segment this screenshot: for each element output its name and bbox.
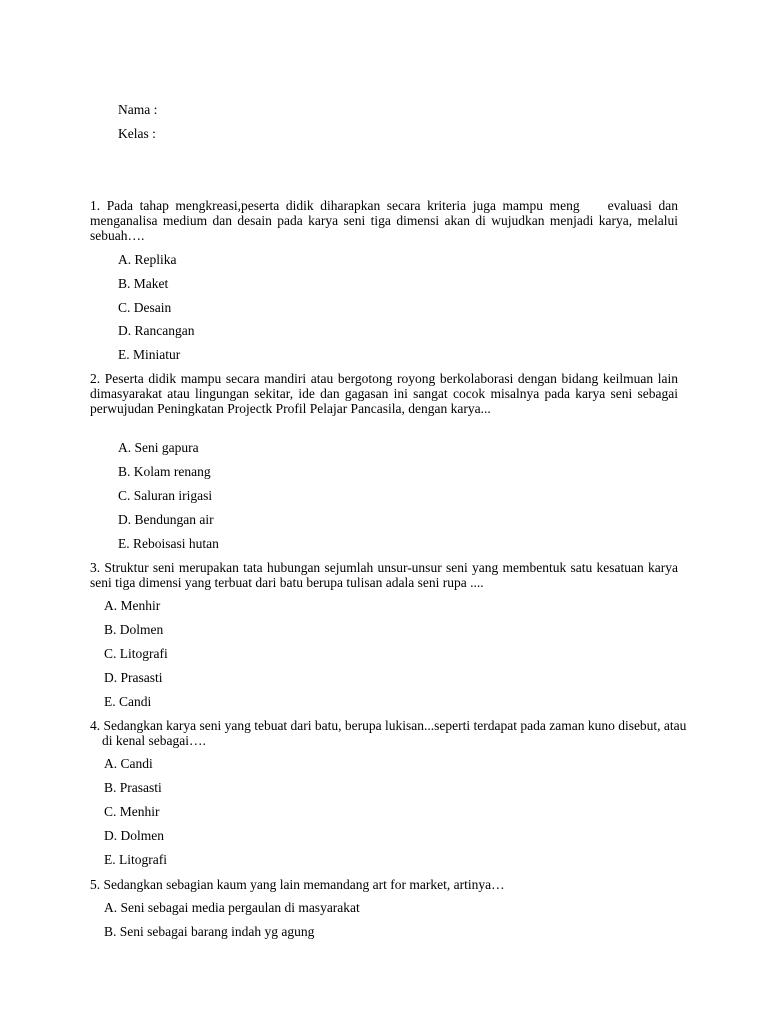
question-1-option-d: D. Rancangan (118, 323, 195, 338)
nama-label: Nama : (118, 102, 158, 117)
question-1-option-e: E. Miniatur (118, 347, 181, 362)
question-4-option-d: D. Dolmen (104, 828, 164, 843)
question-5-option-b: B. Seni sebagai barang indah yg agung (104, 924, 315, 939)
question-2-option-a: A. Seni gapura (118, 440, 199, 455)
question-4-option-e: E. Litografi (104, 852, 167, 867)
question-2: 2. Peserta didik mampu secara mandiri atau bergotong royong berkolaborasi dengan bidang keilmuan lain dimasyarakat atau lingungan sekitar, ide dan gagasan ini sangat cocok misalnya pada karya seni sebagai perwujudan Peningkatan Projectk Profil Pelajar Pancasila, dengan karya... (90, 371, 678, 416)
question-3: 3. Struktur seni merupakan tata hubungan sejumlah unsur-unsur seni yang membentuk satu kesatuan karya seni tiga dimensi yang terbuat dari batu berupa tulisan adala seni rupa .... (90, 560, 678, 590)
question-1-option-c: C. Desain (118, 300, 172, 315)
question-3-option-c: C. Litografi (104, 646, 168, 661)
kelas-label: Kelas : (118, 126, 156, 141)
question-4-option-b: B. Prasasti (104, 780, 162, 795)
question-4: 4. Sedangkan karya seni yang tebuat dari batu, berupa lukisan...seperti terdapat pada zaman kuno disebut, atau di kenal sebagai…. (90, 718, 687, 748)
question-2-option-d: D. Bendungan air (118, 512, 214, 527)
question-2-option-b: B. Kolam renang (118, 464, 211, 479)
question-1-option-b: B. Maket (118, 276, 169, 291)
question-5-option-a: A. Seni sebagai media pergaulan di masyarakat (104, 900, 360, 915)
question-3-option-b: B. Dolmen (104, 622, 164, 637)
question-5: 5. Sedangkan sebagian kaum yang lain memandang art for market, artinya… (90, 877, 505, 892)
question-3-option-e: E. Candi (104, 694, 152, 709)
question-3-option-a: A. Menhir (104, 598, 161, 613)
question-4-option-a: A. Candi (104, 756, 153, 771)
question-1 (90, 198, 678, 243)
question-2-option-c: C. Saluran irigasi (118, 488, 213, 503)
question-1-option-a: A. Replika (118, 252, 177, 267)
question-1-text-a: 1. Pada tahap mengkreasi,peserta didik diharapkan secara kriteria juga mampu meng (90, 198, 580, 213)
question-3-option-d: D. Prasasti (104, 670, 163, 685)
question-2-option-e: E. Reboisasi hutan (118, 536, 219, 551)
question-4-option-c: C. Menhir (104, 804, 160, 819)
question-1-text-b: evaluasi dan menganalisa medium dan desain pada karya seni tiga dimensi akan di wujudkan menjadi karya, melalui sebuah…. (90, 198, 678, 243)
